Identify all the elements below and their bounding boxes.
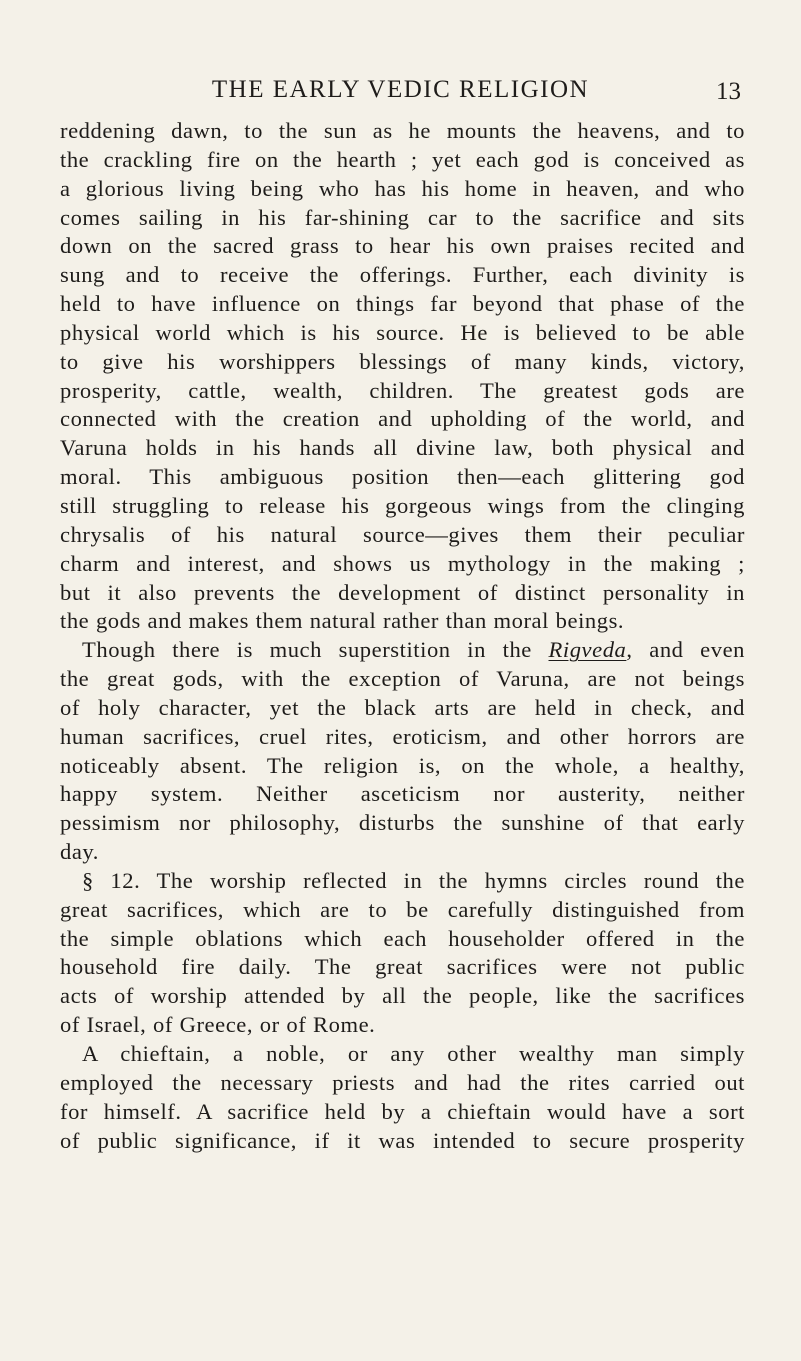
page-number: 13 — [716, 78, 741, 105]
text-line: acts of worship attended by all the people, like the sacrifices — [60, 983, 745, 1009]
text-line: sung and to receive the offerings. Further, each divinity is — [60, 262, 745, 288]
text-line: happy system. Neither asceticism nor austerity, neither — [60, 781, 745, 807]
text-line — [60, 636, 745, 665]
text-line: the simple oblations which each householder offered in the — [60, 925, 745, 951]
text-line: connected with the creation and upholding of the world, and — [60, 406, 745, 432]
text-line: of holy character, yet the black arts are held in check, and — [60, 694, 745, 720]
text-line: still struggling to release his gorgeous wings from the clinging — [60, 492, 745, 518]
text-line: a glorious living being who has his home in heaven, and who — [60, 175, 745, 201]
text-run: , and even — [626, 637, 746, 663]
running-title: THE EARLY VEDIC RELIGION — [211, 76, 590, 103]
text-line: to give his worshippers blessings of many kinds, victory, — [60, 348, 745, 374]
text-line: the crackling fire on the hearth ; yet each god is conceived as — [60, 146, 745, 172]
body-text — [60, 117, 745, 1155]
text-line: comes sailing in his far-shining car to the sacrifice and sits — [60, 204, 745, 230]
text-line: A chieftain, a noble, or any other wealthy man simply — [82, 1041, 745, 1066]
book-title-rigveda: Rigveda — [548, 637, 627, 663]
section-start-line: § 12. The worship reflected in the hymns circles round the — [82, 867, 745, 893]
text-line: physical world which is his source. He is believed to be able — [60, 319, 745, 345]
text-line: the great gods, with the exception of Varuna, are not beings — [60, 666, 745, 692]
text-line: Varuna holds in his hands all divine law, both physical and — [60, 435, 745, 461]
text-line: down on the sacred grass to hear his own praises recited and — [60, 233, 745, 259]
text-line: reddening dawn, to the sun as he mounts the heavens, and to — [60, 118, 745, 143]
text-line: held to have influence on things far beyond that phase of the — [60, 291, 745, 317]
text-line: charm and interest, and shows us mythology in the making ; — [60, 550, 745, 576]
text-line: human sacrifices, cruel rites, eroticism, and other horrors are — [60, 723, 745, 749]
text-run: Though there is much superstition in the — [82, 637, 549, 663]
text-line: but it also prevents the development of distinct personality in — [60, 579, 745, 605]
text-line: day. — [60, 839, 100, 865]
text-line: for himself. A sacrifice held by a chieftain would have a sort — [60, 1098, 745, 1124]
text-line: household fire daily. The great sacrifices were not public — [60, 954, 745, 980]
text-line: employed the necessary priests and had the rites carried out — [60, 1069, 745, 1095]
text-line: great sacrifices, which are to be carefully distinguished from — [60, 896, 745, 922]
text-line: noticeably absent. The religion is, on the whole, a healthy, — [60, 752, 745, 778]
text-line: moral. This ambiguous position then—each glittering god — [60, 464, 745, 490]
text-line: pessimism nor philosophy, disturbs the sunshine of that early — [60, 810, 745, 836]
text-line: of public significance, if it was intended to secure prosperity — [60, 1127, 745, 1153]
text-line: the gods and makes them natural rather than moral beings. — [60, 608, 625, 634]
text-line: of Israel, of Greece, or of Rome. — [60, 1012, 376, 1038]
running-head — [0, 72, 801, 108]
text-line: prosperity, cattle, wealth, children. The greatest gods are — [60, 377, 745, 403]
text-line: chrysalis of his natural source—gives them their peculiar — [60, 521, 745, 547]
